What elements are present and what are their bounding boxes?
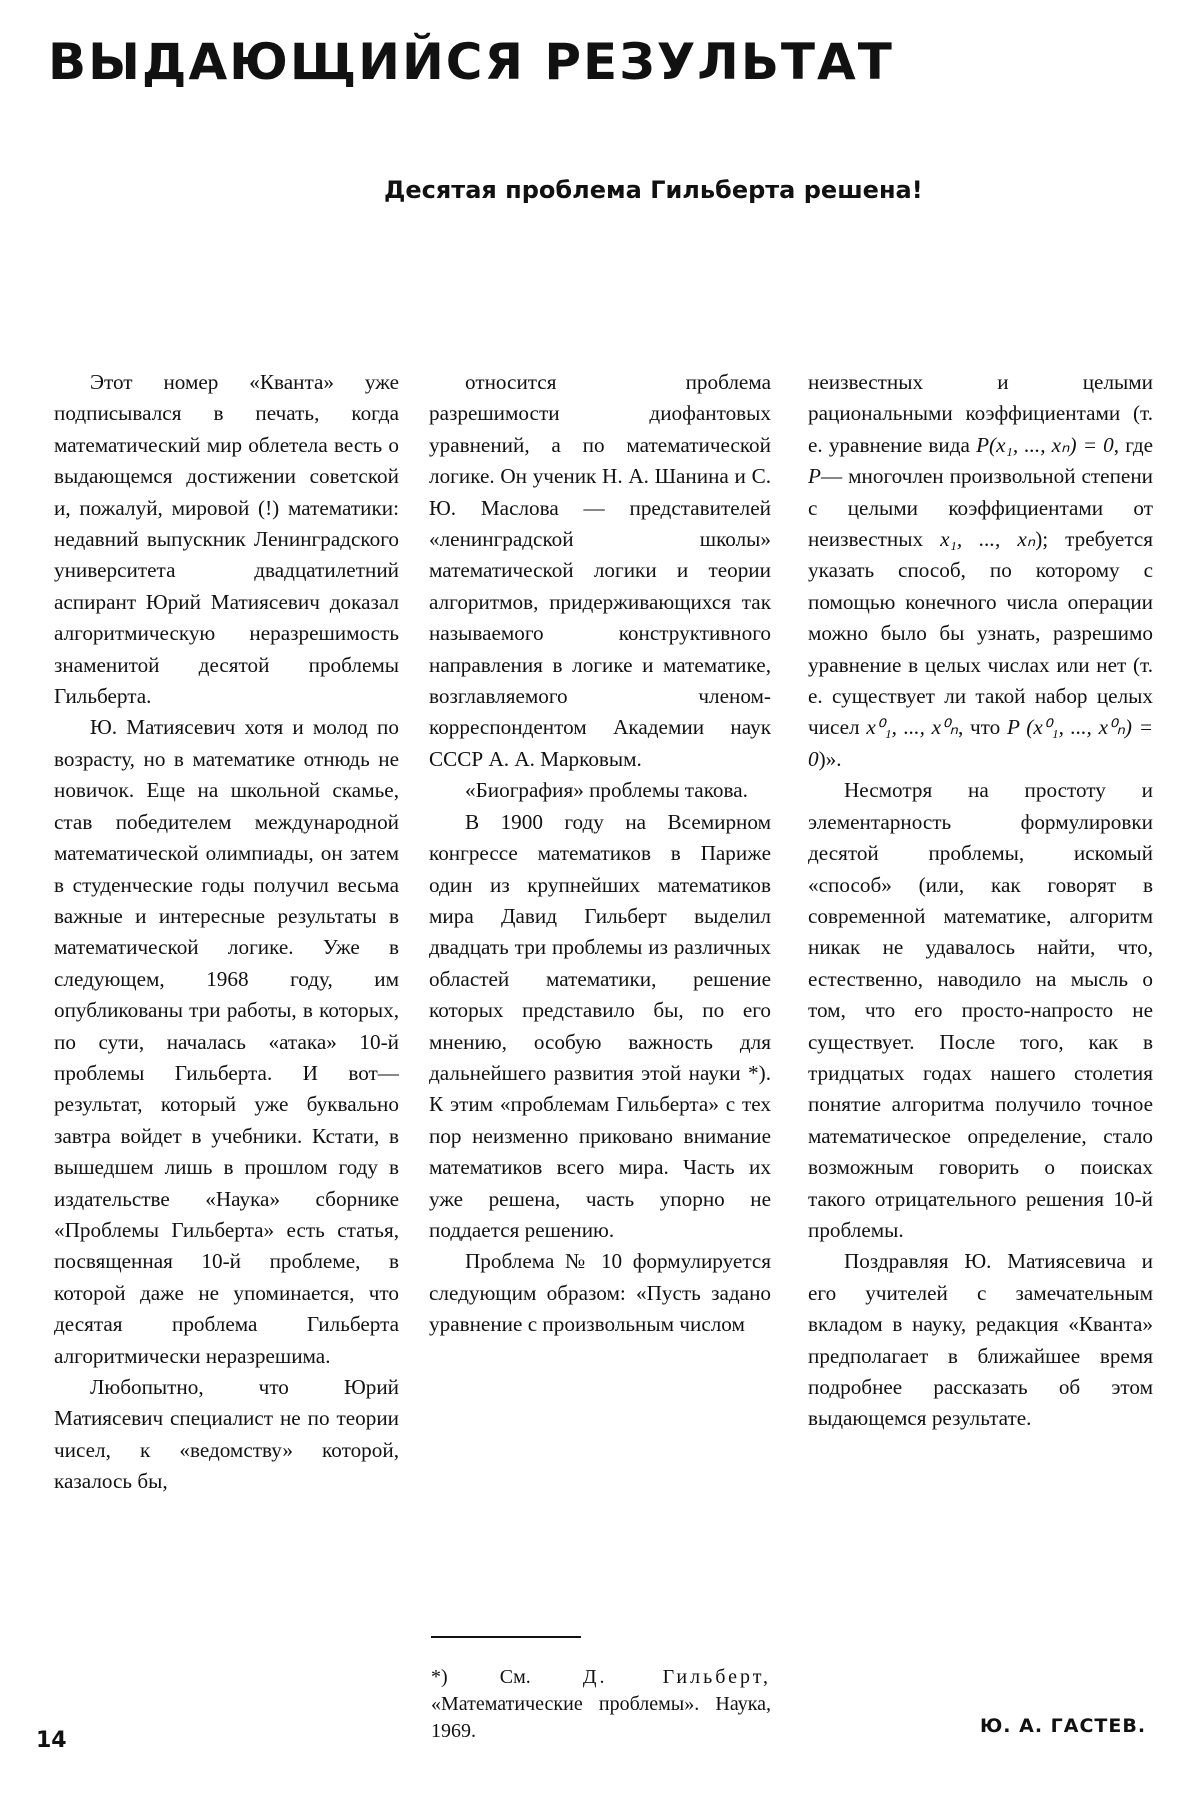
page-title: ВЫДАЮЩИЙСЯ РЕЗУЛЬТАТ <box>48 33 894 91</box>
formula: P (x⁰₁, ..., x⁰ₙ) = 0 <box>808 715 1154 771</box>
paragraph-problem-statement <box>808 367 1153 775</box>
text-fragment: , что <box>957 715 1001 740</box>
paragraph: Поздравляя Ю. Матиясевича и его учителей с замечательным вкладом в науку, редакция «Кванта» предполагает в ближайшее время подробнее рассказать об этом выдающемся результате. <box>808 1249 1153 1431</box>
formula: P(x₁, ..., xₙ) = 0 <box>976 432 1114 457</box>
formula: x₁, ..., xₙ <box>940 527 1036 552</box>
text-column-2 <box>429 367 771 1341</box>
footnote-text: «Математические проблемы». Наука, 1969. <box>431 1693 771 1742</box>
paragraph: Несмотря на простоту и элементарность формулировки десятой проблемы, искомый «способ» (или, как говорят в современной математике, алгоритм никак не удавалось найти, что, естественно, наводило на мысль о том, что его просто-напросто не существует. После того, как в тридцатых годах нашего столетия понятие алгоритма получило точное математическое определение, стало возможным говорить о поисках такого отрицательного решения 10-й проблемы. <box>808 778 1153 1242</box>
page-number: 14 <box>36 1728 67 1753</box>
text-column-3 <box>808 367 1153 1435</box>
text-fragment: — многочлен произвольной степени с целыми коэффициентами от неизвестных <box>808 464 1153 552</box>
text-column-1 <box>54 367 399 1498</box>
footnote-marker: *) См. <box>431 1666 531 1688</box>
footnote <box>431 1664 771 1745</box>
formula: P <box>808 464 821 489</box>
text-fragment: , где <box>1113 432 1154 457</box>
text-fragment: ); требуется указать способ, по которому с помощью конечного числа операции можно было бы узнать, разрешимо уравнение в целых числах или нет (т. е. существует ли такой набор целых чисел <box>808 527 1153 740</box>
text-fragment: )». <box>818 746 842 771</box>
author-signature: Ю. А. ГАСТЕВ. <box>980 1715 1147 1737</box>
paragraph: Этот номер «Кванта» уже подписывался в печать, когда математический мир облетела весть о выдающемся достижении советской и, пожалуй, мировой (!) математики: недавний выпускник Ленинградского университета двадцатилетний аспирант Юрий Матиясевич доказал алгоритмическую неразрешимость знаменитой десятой проблемы Гильберта. <box>54 370 399 709</box>
formula: x⁰₁, ..., x⁰ₙ <box>866 715 958 740</box>
paragraph: Любопытно, что Юрий Матиясевич специалист не по теории чисел, к «ведомству» которой, казалось бы, <box>54 1375 399 1494</box>
paragraph: В 1900 году на Всемирном конгрессе математиков в Париже один из крупнейших математиков мира Давид Гильберт выделил двадцать три проблемы из различных областей математики, решение которых представило бы, по его мнению, особую важность для дальнейшего развития этой науки *). К этим «проблемам Гильберта» с тех пор неизменно приковано внимание математиков всего мира. Часть их уже решена, часть упорно не поддается решению. <box>429 809 771 1242</box>
article-subtitle: Десятая проблема Гильберта решена! <box>384 176 923 204</box>
paragraph: относится проблема разрешимости диофантовых уравнений, а по математической логике. Он ученик Н. А. Шанина и С. Ю. Маслова — представителей «ленинградской школы» математической логики и теории алгоритмов, придерживающихся так называемого конструктивного направления в логике и математике, возглавляемого членом-корреспондентом Академии наук СССР А. А. Марковым. <box>429 370 771 771</box>
paragraph: Ю. Матиясевич хотя и молод по возрасту, но в математике отнюдь не новичок. Еще на школьной скамье, став победителем международной математической олимпиады, он затем в студенческие годы получил весьма важные и интересные результаты в математической логике. Уже в следующем, 1968 году, им опубликованы три работы, в которых, по сути, началась «атака» 10-й проблемы Гильберта. И вот— результат, который уже буквально завтра войдет в учебники. Кстати, в вышедшем лишь в прошлом году в издательстве «Наука» сборнике «Проблемы Гильберта» есть статья, посвященная 10-й проблеме, в которой даже не упоминается, что десятая проблема Гильберта алгоритмически неразрешима. <box>54 715 399 1368</box>
text-fragment: неизвестных и целыми рациональными коэффициентами (т. е. уравнение вида <box>808 370 1153 457</box>
footnote-author: Д. Гильберт, <box>582 1666 771 1688</box>
paragraph: Проблема № 10 формулируется следующим образом: «Пусть задано уравнение с произвольным числом <box>429 1249 771 1337</box>
footnote-divider <box>431 1636 581 1638</box>
paragraph: «Биография» проблемы такова. <box>465 778 748 803</box>
